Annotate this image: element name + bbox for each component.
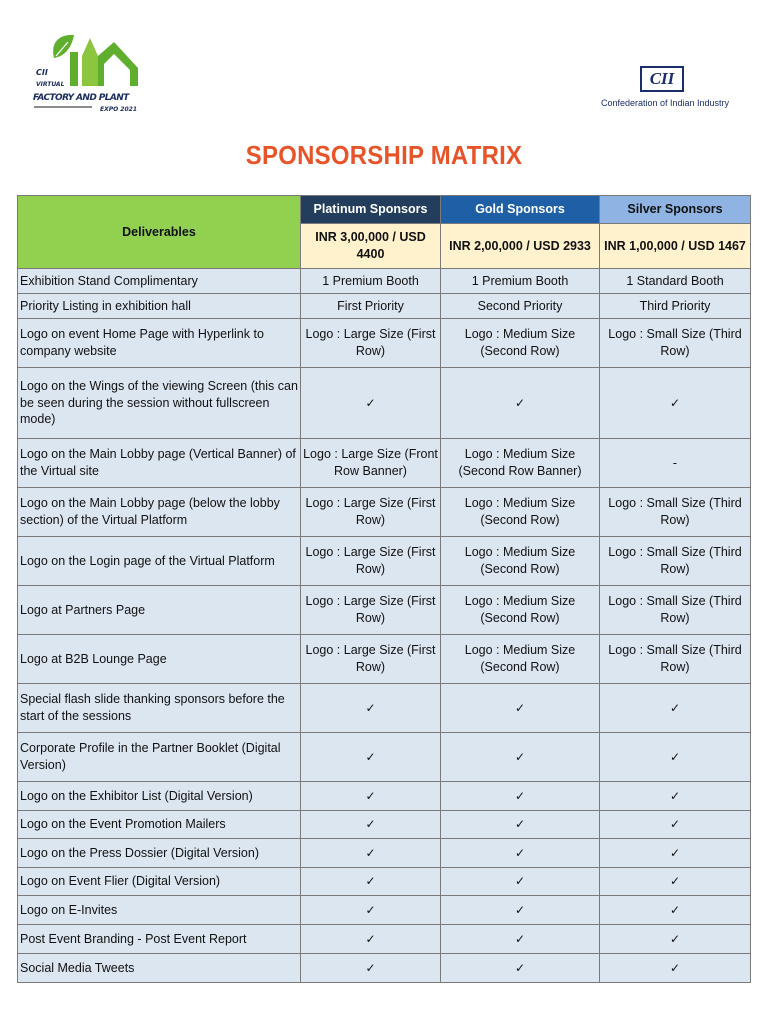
- value-cell-platinum: Logo : Large Size (First Row): [301, 635, 441, 684]
- value-cell-platinum: Logo : Large Size (First Row): [301, 488, 441, 537]
- tier-header-gold: Gold Sponsors: [441, 196, 600, 224]
- value-cell-gold: ✓: [441, 811, 600, 839]
- value-cell-silver: ✓: [600, 925, 751, 954]
- table-row: [18, 439, 751, 488]
- table-row: [18, 269, 751, 294]
- table-row: [18, 782, 751, 811]
- table-row: [18, 954, 751, 983]
- value-cell-platinum: ✓: [301, 733, 441, 782]
- expo-logo-virtual-text: VIRTUAL: [36, 81, 65, 88]
- value-cell-gold: Logo : Medium Size (Second Row): [441, 537, 600, 586]
- deliverable-cell: Logo on the Event Promotion Mailers: [18, 811, 301, 839]
- value-cell-gold: 1 Premium Booth: [441, 269, 600, 294]
- deliverable-cell: Corporate Profile in the Partner Booklet (Digital Version): [18, 733, 301, 782]
- deliverable-cell: Logo on event Home Page with Hyperlink to company website: [18, 319, 301, 368]
- expo-logo-name-text: FACTORY AND PLANT: [33, 93, 129, 103]
- value-cell-platinum: ✓: [301, 684, 441, 733]
- value-cell-gold: ✓: [441, 782, 600, 811]
- expo-logo-underline: [34, 106, 92, 108]
- deliverable-cell: Logo on the Wings of the viewing Screen (this can be seen during the session without fullscreen mode): [18, 368, 301, 439]
- value-cell-silver: ✓: [600, 811, 751, 839]
- value-cell-gold: Logo : Medium Size (Second Row): [441, 488, 600, 537]
- deliverable-cell: Exhibition Stand Complimentary: [18, 269, 301, 294]
- value-cell-silver: 1 Standard Booth: [600, 269, 751, 294]
- tier-header-platinum: Platinum Sponsors: [301, 196, 441, 224]
- deliverable-cell: Logo at B2B Lounge Page: [18, 635, 301, 684]
- value-cell-gold: ✓: [441, 925, 600, 954]
- deliverable-cell: Logo on Event Flier (Digital Version): [18, 868, 301, 896]
- value-cell-gold: ✓: [441, 868, 600, 896]
- value-cell-platinum: Logo : Large Size (First Row): [301, 586, 441, 635]
- tier-header-silver: Silver Sponsors: [600, 196, 751, 224]
- value-cell-platinum: Logo : Large Size (First Row): [301, 537, 441, 586]
- value-cell-platinum: ✓: [301, 811, 441, 839]
- value-cell-platinum: ✓: [301, 782, 441, 811]
- value-cell-silver: Logo : Small Size (Third Row): [600, 586, 751, 635]
- cii-logo-mark: [640, 66, 684, 92]
- deliverable-cell: Logo at Partners Page: [18, 586, 301, 635]
- deliverable-cell: Logo on the Main Lobby page (Vertical Banner) of the Virtual site: [18, 439, 301, 488]
- value-cell-platinum: ✓: [301, 368, 441, 439]
- value-cell-platinum: First Priority: [301, 294, 441, 319]
- cii-logo-name: Confederation of Indian Industry: [600, 98, 730, 108]
- matrix-body: [18, 269, 751, 983]
- table-row: [18, 294, 751, 319]
- value-cell-silver: ✓: [600, 733, 751, 782]
- deliverable-cell: Social Media Tweets: [18, 954, 301, 983]
- deliverable-cell: Priority Listing in exhibition hall: [18, 294, 301, 319]
- price-silver: INR 1,00,000 / USD 1467: [600, 224, 751, 269]
- value-cell-gold: ✓: [441, 684, 600, 733]
- sponsorship-matrix-table: [17, 195, 751, 983]
- deliverable-cell: Logo on the Login page of the Virtual Platform: [18, 537, 301, 586]
- cii-logo-mark-text: CII: [649, 69, 675, 88]
- table-row: [18, 733, 751, 782]
- table-row: [18, 586, 751, 635]
- value-cell-gold: ✓: [441, 733, 600, 782]
- table-row: [18, 635, 751, 684]
- table-row: [18, 537, 751, 586]
- value-cell-gold: ✓: [441, 954, 600, 983]
- price-platinum: INR 3,00,000 / USD 4400: [301, 224, 441, 269]
- deliverables-header: Deliverables: [18, 196, 301, 269]
- value-cell-silver: ✓: [600, 839, 751, 868]
- expo-logo-year-text: EXPO 2021: [100, 106, 138, 113]
- deliverable-cell: Logo on E-Invites: [18, 896, 301, 925]
- value-cell-silver: Logo : Small Size (Third Row): [600, 635, 751, 684]
- deliverable-cell: Logo on the Exhibitor List (Digital Version): [18, 782, 301, 811]
- table-row: [18, 811, 751, 839]
- value-cell-platinum: Logo : Large Size (Front Row Banner): [301, 439, 441, 488]
- deliverable-cell: Logo on the Press Dossier (Digital Version): [18, 839, 301, 868]
- value-cell-platinum: ✓: [301, 839, 441, 868]
- value-cell-silver: ✓: [600, 368, 751, 439]
- tier-header-row: [18, 196, 751, 224]
- table-row: [18, 319, 751, 368]
- value-cell-silver: Logo : Small Size (Third Row): [600, 319, 751, 368]
- table-row: [18, 368, 751, 439]
- expo-logo: [28, 30, 144, 116]
- deliverable-cell: Special flash slide thanking sponsors before the start of the sessions: [18, 684, 301, 733]
- table-row: [18, 684, 751, 733]
- value-cell-platinum: ✓: [301, 896, 441, 925]
- value-cell-gold: Logo : Medium Size (Second Row): [441, 635, 600, 684]
- page-title: SPONSORSHIP MATRIX: [245, 140, 523, 170]
- value-cell-gold: Logo : Medium Size (Second Row): [441, 586, 600, 635]
- deliverable-cell: Logo on the Main Lobby page (below the lobby section) of the Virtual Platform: [18, 488, 301, 537]
- table-row: [18, 925, 751, 954]
- value-cell-silver: ✓: [600, 896, 751, 925]
- value-cell-silver: -: [600, 439, 751, 488]
- value-cell-silver: Logo : Small Size (Third Row): [600, 488, 751, 537]
- value-cell-silver: ✓: [600, 782, 751, 811]
- value-cell-silver: ✓: [600, 954, 751, 983]
- deliverable-cell: Post Event Branding - Post Event Report: [18, 925, 301, 954]
- value-cell-platinum: ✓: [301, 868, 441, 896]
- table-row: [18, 488, 751, 537]
- value-cell-gold: Second Priority: [441, 294, 600, 319]
- value-cell-gold: Logo : Medium Size (Second Row Banner): [441, 439, 600, 488]
- table-row: [18, 868, 751, 896]
- value-cell-silver: ✓: [600, 684, 751, 733]
- value-cell-gold: Logo : Medium Size (Second Row): [441, 319, 600, 368]
- table-row: [18, 896, 751, 925]
- value-cell-gold: ✓: [441, 368, 600, 439]
- value-cell-silver: ✓: [600, 868, 751, 896]
- value-cell-platinum: ✓: [301, 954, 441, 983]
- value-cell-gold: ✓: [441, 896, 600, 925]
- value-cell-silver: Logo : Small Size (Third Row): [600, 537, 751, 586]
- expo-logo-cii-text: CII: [36, 68, 48, 77]
- table-row: [18, 839, 751, 868]
- value-cell-platinum: 1 Premium Booth: [301, 269, 441, 294]
- value-cell-platinum: ✓: [301, 925, 441, 954]
- value-cell-platinum: Logo : Large Size (First Row): [301, 319, 441, 368]
- value-cell-silver: Third Priority: [600, 294, 751, 319]
- price-gold: INR 2,00,000 / USD 2933: [441, 224, 600, 269]
- value-cell-gold: ✓: [441, 839, 600, 868]
